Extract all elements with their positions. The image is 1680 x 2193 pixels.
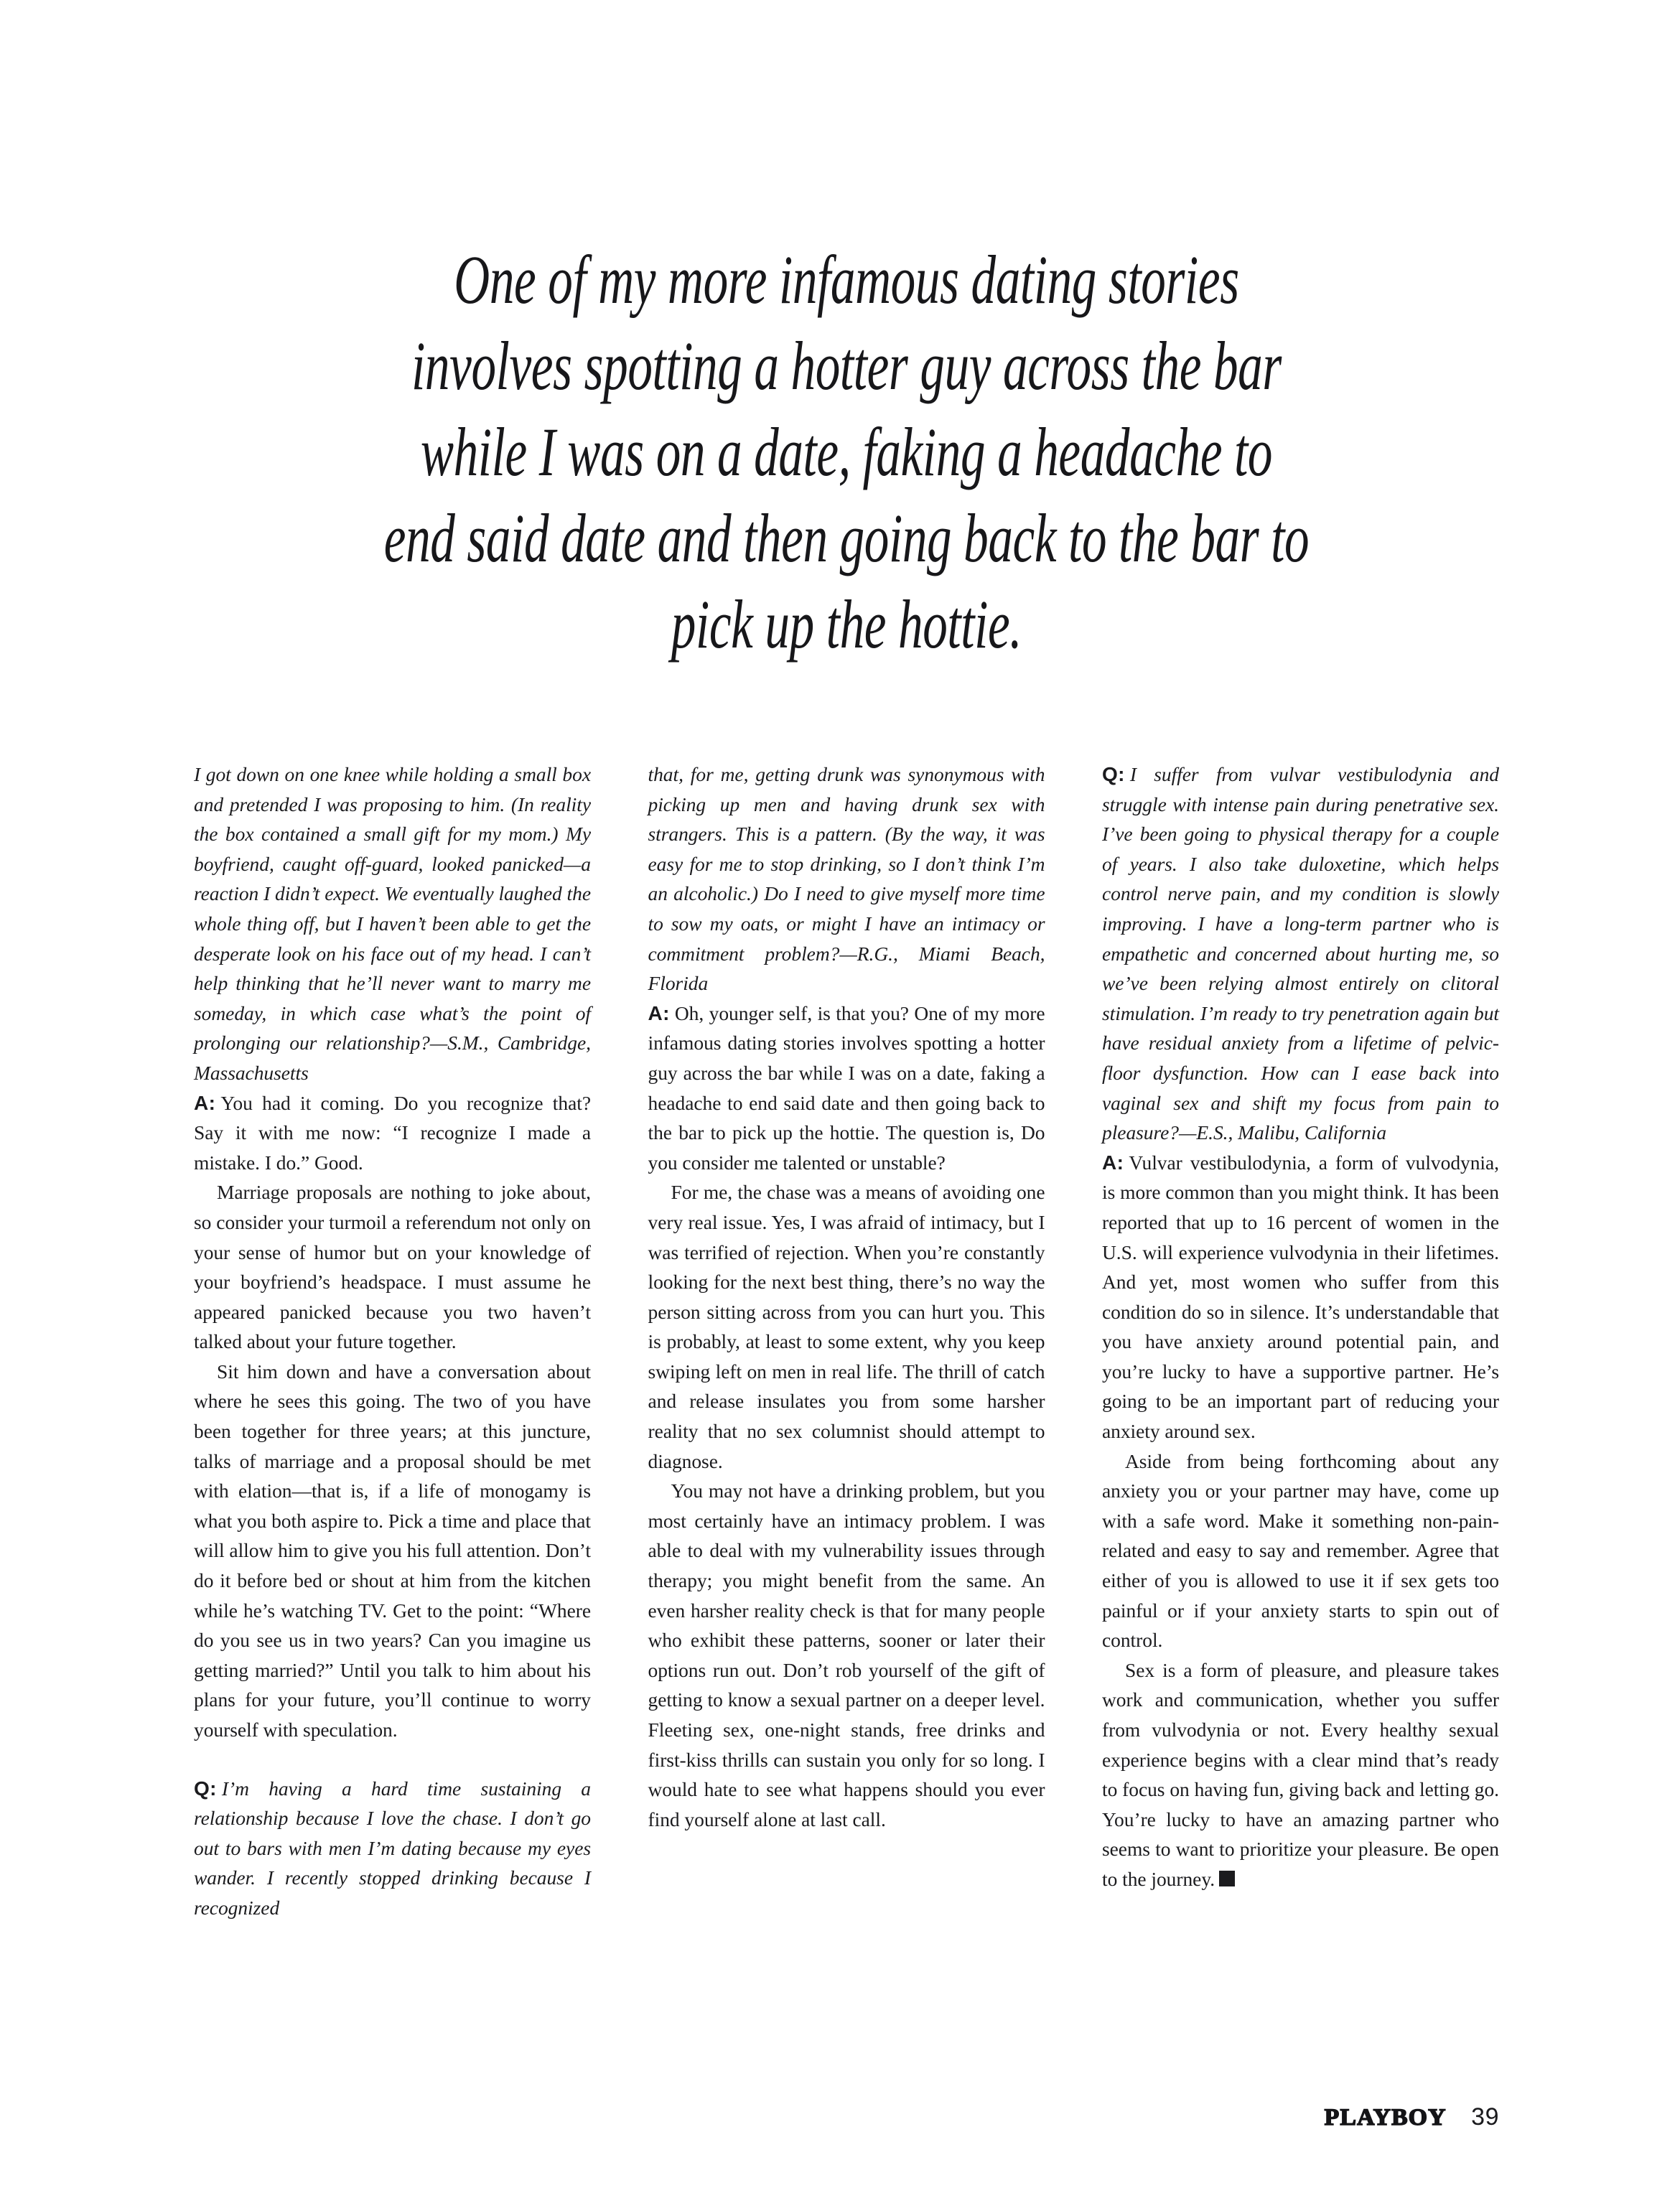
answer-text: Sex is a form of pleasure, and pleasure takes work and communication, whether you suffer from vulvodynia or not. Every healthy sexual experience begins with a clear mind that’s ready to focus on having fun, giving back and letting go. You’re lucky to have an amazing partner who seems to want to prioritize your pleasure. Be open to the journey. [1102, 1658, 1499, 1890]
answer-label: A: [1102, 1151, 1124, 1174]
answer-paragraph [1102, 1446, 1499, 1655]
pull-quote-line: involves spotting a hotter guy across the bar [411, 327, 1282, 404]
question-text: I’m having a hard time sustaining a relationship because I love the chase. I don’t go out to bars with men I’m dating because my eyes wander. I recently stopped drinking because I recognized [194, 1777, 591, 1919]
playboy-wordmark: PLAYBOY [1325, 2105, 1447, 2131]
answer-text: Oh, younger self, is that you? One of my more infamous dating stories involves spotting a hotter guy across the bar while I was on a date, faking a headache to end said date and then going back to the bar to pick up the hottie. The question is, Do you consider me talented or unstable? [648, 1001, 1045, 1174]
pull-quote-line: One of my more infamous dating stories [454, 241, 1239, 318]
text-column-2 [648, 759, 1045, 2037]
question-paragraph [194, 1774, 591, 1923]
answer-text: Aside from being forthcoming about any anxiety you or your partner may have, come up with a safe word. Make it something non-pain-related and easy to say and remember. Agree that either of you is allowed to use it if sex gets too painful or if your anxiety starts to spin out of control. [1102, 1449, 1499, 1652]
question-paragraph [1102, 759, 1499, 1148]
answer-paragraph [1102, 1655, 1499, 1894]
answer-text: Sit him down and have a conversation about where he sees this going. The two of you have been together for three years; at this juncture, talks of marriage and a proposal should be met with elation—that is, if a life of monogamy is what you both aspire to. Pick a time and place that will allow him to give you his full attention. Don’t do it before bed or shout at him from the kitchen while he’s watching TV. Get to the point: “Where do you see us in two years? Can you imagine us getting married?” Until you talk to him about his plans for your future, you’ll continue to worry yourself with speculation. [194, 1360, 591, 1741]
answer-label: A: [648, 1001, 670, 1024]
question-text: that, for me, getting drunk was synonymous with picking up men and having drunk sex with strangers. This is a pattern. (By the way, it was easy for me to stop drinking, so I don’t think I’m an alcoholic.) Do I need to give myself more time to sow my oats, or might I have an intimacy or commitment problem?—R.G., Miami Beach, Florida [648, 763, 1045, 995]
pull-quote-line: pick up the hottie. [671, 586, 1022, 663]
article-body [194, 759, 1499, 2037]
answer-paragraph [194, 1357, 591, 1745]
answer-paragraph [1102, 1148, 1499, 1446]
question-text: I suffer from vulvar vestibulodynia and struggle with intense pain during penetrative sex. I’ve been going to physical therapy for a couple of years. I also take duloxetine, which helps control nerve pain, and my condition is slowly improving. I have a long-term partner who is empathetic and concerned about hurting me, so we’ve been relying almost entirely on clitoral stimulation. I’m ready to try penetration again but have residual anxiety from a lifetime of pelvic-floor dysfunction. How can I ease back into vaginal sex and shift my focus from pain to pleasure?—E.S., Malibu, California [1102, 763, 1499, 1144]
page-number: 39 [1471, 2103, 1499, 2131]
pull-quote-line: end said date and then going back to the bar to [383, 500, 1310, 576]
question-continued [648, 759, 1045, 999]
answer-paragraph [194, 1177, 591, 1357]
end-of-article-mark [1219, 1871, 1235, 1886]
answer-paragraph [194, 1088, 591, 1178]
question-label: Q: [194, 1777, 217, 1800]
answer-text: Marriage proposals are nothing to joke about, so consider your turmoil a referendum not only on your sense of humor but on your knowledge of your boyfriend’s headspace. I must assume he appeared panicked because you two haven’t talked about your future together. [194, 1181, 591, 1353]
answer-text: You had it coming. Do you recognize that? Say it with me now: “I recognize I made a mistake. I do.” Good. [194, 1091, 591, 1174]
question-continued [194, 759, 591, 1088]
question-label: Q: [1102, 763, 1125, 785]
question-text: I got down on one knee while holding a small box and pretended I was proposing to him. (In reality the box contained a small gift for my mom.) My boyfriend, caught off-guard, looked panicked—a reaction I didn’t expect. We eventually laughed the whole thing off, but I haven’t been able to get the desperate look on his face out of my head. I can’t help thinking that he’ll never want to marry me someday, in which case what’s the point of prolonging our relationship?—S.M., Cambridge, Massachusetts [194, 763, 591, 1084]
answer-paragraph [648, 999, 1045, 1178]
answer-label: A: [194, 1091, 216, 1114]
answer-paragraph [648, 1476, 1045, 1834]
answer-text: For me, the chase was a means of avoiding one very real issue. Yes, I was afraid of intimacy, but I was terrified of rejection. When you’re constantly looking for the next best thing, there’s no way the person sitting across from you can hurt you. This is probably, at least to some extent, why you keep swiping left on men in real life. The thrill of catch and release insulates you from some harsher reality that no sex columnist should attempt to diagnose. [648, 1181, 1045, 1472]
pull-quote-line: while I was on a date, faking a headache to [420, 413, 1273, 490]
page-footer [194, 2103, 1499, 2146]
pull-quote [377, 237, 1317, 668]
answer-text: You may not have a drinking problem, but you most certainly have an intimacy problem. I was able to deal with my vulnerability issues through therapy; you might benefit from the same. An even harsher reality check is that for many people who exhibit these patterns, sooner or later their options run out. Don’t rob yourself of the gift of getting to know a sexual partner on a deeper level. Fleeting sex, one-night stands, free drinks and first-kiss thrills can sustain you only for so long. I would hate to see what happens should you ever find yourself alone at last call. [648, 1479, 1045, 1830]
text-column-3 [1102, 759, 1499, 2037]
answer-text: Vulvar vestibulodynia, a form of vulvodynia, is more common than you might think. It has been reported that up to 16 percent of women in the U.S. will experience vulvodynia in their lifetimes. And yet, most women who suffer from this condition do so in silence. It’s understandable that you have anxiety around potential pain, and you’re lucky to have a supportive partner. He’s going to be an important part of reducing your anxiety around sex. [1102, 1151, 1499, 1443]
answer-paragraph [648, 1177, 1045, 1476]
text-column-1 [194, 759, 591, 2037]
